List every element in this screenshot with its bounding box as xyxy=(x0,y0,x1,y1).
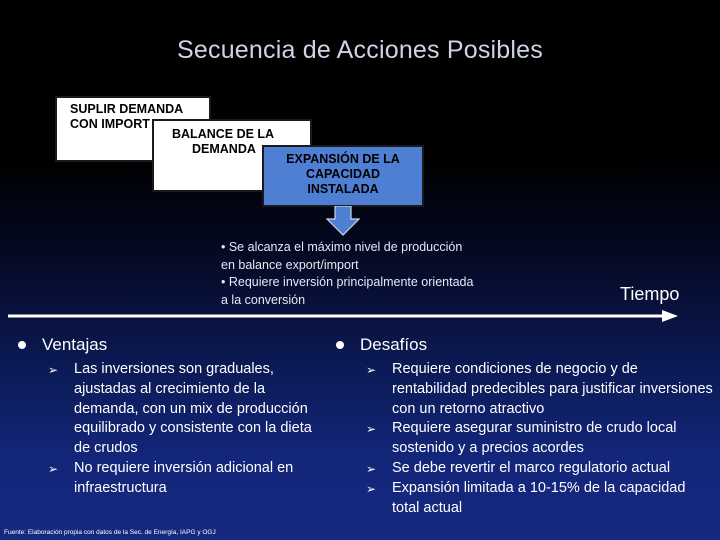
note-line-1: • Se alcanza el máximo nivel de producción xyxy=(221,240,463,254)
desafios-heading-text: Desafíos xyxy=(360,335,428,354)
arrowhead-bullet-icon: ➢ xyxy=(366,461,377,476)
desafios-list xyxy=(336,360,716,518)
list-item-text: Las inversiones son graduales, ajustadas al crecimiento de la demanda, con un mix de producción equilibrado y consistente con la dieta de crudos xyxy=(74,361,312,457)
desafios-heading xyxy=(336,334,716,356)
list-item xyxy=(336,360,716,419)
ventajas-section xyxy=(18,334,328,499)
arrowhead-bullet-icon: ➢ xyxy=(366,363,377,377)
list-item-text: Se debe revertir el marco regulatorio actual xyxy=(392,459,671,476)
box1-line1: SUPLIR DEMANDA xyxy=(70,102,184,116)
bullet-icon xyxy=(336,341,344,349)
list-item xyxy=(18,459,328,499)
timeline-label: Tiempo xyxy=(620,284,680,304)
list-item xyxy=(336,459,716,479)
list-item-text: Expansión limitada a 10-15% de la capacidad total actual xyxy=(392,479,686,516)
box-expansion-capacidad xyxy=(262,145,424,207)
arrowhead-bullet-icon: ➢ xyxy=(366,422,377,437)
ventajas-heading-text: Ventajas xyxy=(42,335,108,354)
down-arrow-icon xyxy=(326,206,360,236)
ventajas-heading xyxy=(18,334,328,356)
arrowhead-bullet-icon: ➢ xyxy=(366,481,377,496)
box2-line2: DEMANDA xyxy=(192,142,256,156)
arrowhead-bullet-icon: ➢ xyxy=(48,461,59,476)
list-item xyxy=(18,360,328,459)
box3-line3: INSTALADA xyxy=(307,182,379,196)
bullet-icon xyxy=(18,341,26,349)
note-line-3: • Requiere inversión principalmente orientada xyxy=(221,275,474,289)
box3-line2: CAPACIDAD xyxy=(305,167,381,181)
source-note: Fuente: Elaboración propia con datos de la Sec. de Energía, IAPG y OGJ xyxy=(4,529,216,536)
list-item xyxy=(336,419,716,459)
slide-title: Secuencia de Acciones Posibles xyxy=(177,36,543,64)
expansion-notes xyxy=(221,239,473,309)
list-item-text: No requiere inversión adicional en infraestructura xyxy=(74,459,294,496)
box2-line1: BALANCE DE LA xyxy=(172,127,275,141)
list-item-text: Requiere asegurar suministro de crudo local sostenido y a precios acordes xyxy=(392,420,677,457)
arrowhead-bullet-icon: ➢ xyxy=(48,363,59,377)
ventajas-list xyxy=(18,360,328,499)
list-item-text: Requiere condiciones de negocio y de rentabilidad predecibles para justificar inversiones con un retorno atractivo xyxy=(392,361,713,417)
box1-line2: CON IMPORT xyxy=(70,117,150,131)
note-line-4: a la conversión xyxy=(221,292,306,307)
timeline-arrow xyxy=(8,308,678,324)
list-item xyxy=(336,479,716,519)
box3-line1: EXPANSIÓN DE LA xyxy=(286,152,400,166)
note-line-2: en balance export/import xyxy=(221,257,359,272)
desafios-section xyxy=(336,334,716,518)
